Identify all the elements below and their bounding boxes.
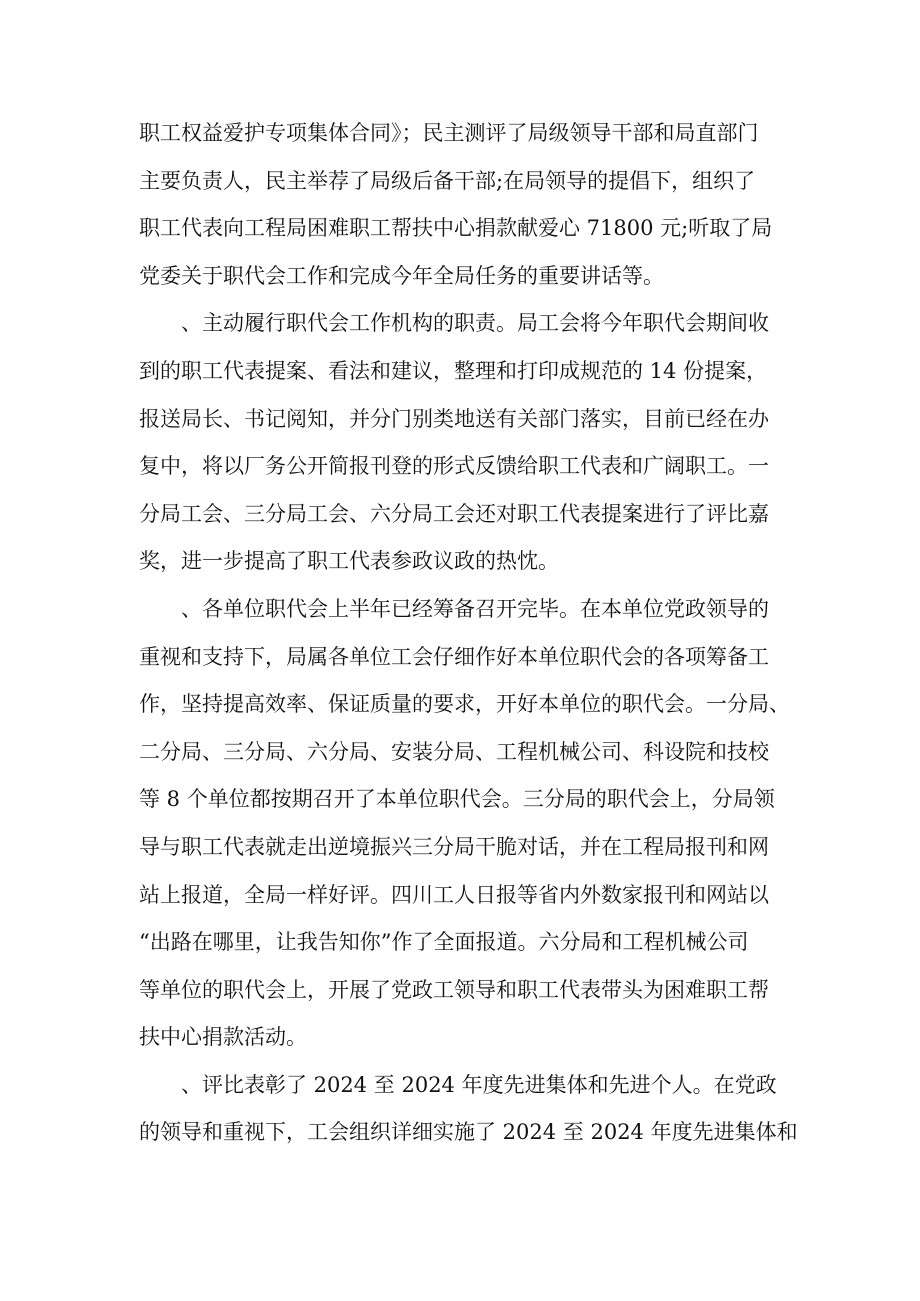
paragraph-p2	[139, 300, 789, 586]
text-line-first: 、各单位职代会上半年已经筹备召开完毕。在本单位党政领导的	[181, 596, 769, 621]
text-line: 分局工会、三分局工会、六分局工会还对职工代表提案进行了评比嘉	[139, 501, 769, 526]
paragraph-p4	[139, 1062, 798, 1157]
text-line: 重视和支持下，局属各单位工会仔细作好本单位职代会的各项筹备工	[139, 644, 769, 669]
document-body	[139, 110, 798, 1157]
text-line: 主要负责人，民主举荐了局级后备干部;在局领导的提倡下，组织了	[139, 168, 756, 193]
text-line-first: 、主动履行职代会工作机构的职责。局工会将今年职代会期间收	[181, 311, 769, 336]
text-line: 奖，进一步提高了职工代表参政议政的热忱。	[139, 549, 559, 574]
text-line: 复中，将以厂务公开简报刊登的形式反馈给职工代表和广阔职工。一	[139, 454, 769, 479]
text-line-first: 、评比表彰了 2024 至 2024 年度先进集体和先进个人。在党政	[181, 1072, 777, 1097]
text-line: 报送局长、书记阅知，并分门别类地送有关部门落实，目前已经在办	[139, 406, 769, 431]
text-line: 二分局、三分局、六分局、安装分局、工程机械公司、科设院和技校	[139, 739, 769, 764]
text-line: 党委关于职代会工作和完成今年全局任务的重要讲话等。	[139, 263, 664, 288]
text-line: 到的职工代表提案、看法和建议，整理和打印成规范的 14 份提案，	[139, 358, 768, 383]
text-line: 站上报道，全局一样好评。四川工人日报等省内外数家报刊和网站以	[139, 882, 769, 907]
text-line: 扶中心捐款活动。	[139, 1025, 307, 1050]
text-line: “出路在哪里，让我告知你”作了全面报道。六分局和工程机械公司	[139, 930, 749, 955]
text-line: 导与职工代表就走出逆境振兴三分局干脆对话，并在工程局报刊和网	[139, 834, 769, 859]
text-line: 等 8 个单位都按期召开了本单位职代会。三分局的职代会上，分局领	[139, 787, 775, 812]
text-line: 职工权益爱护专项集体合同》；民主测评了局级领导干部和局直部门	[139, 121, 759, 145]
text-line: 作，坚持提高效率、保证质量的要求，开好本单位的职代会。一分局、	[139, 692, 790, 717]
text-line: 等单位的职代会上，开展了党政工领导和职工代表带头为困难职工帮	[139, 977, 769, 1002]
text-line: 职工代表向工程局困难职工帮扶中心捐款献爱心 71800 元;听取了局	[139, 216, 773, 241]
text-line: 的领导和重视下，工会组织详细实施了 2024 至 2024 年度先进集体和	[139, 1120, 798, 1145]
paragraph-p1-continued	[139, 110, 789, 300]
paragraph-p3	[139, 586, 789, 1062]
